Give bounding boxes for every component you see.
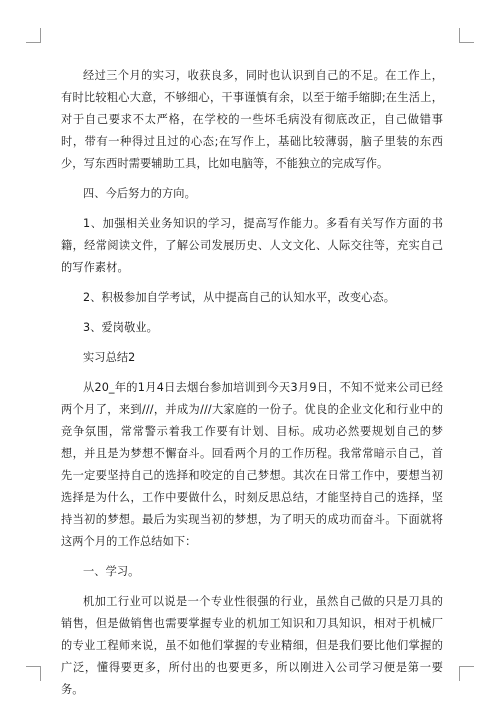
crop-mark-top-left [26,28,41,43]
heading-future-direction: 四、今后努力的方向。 [83,187,196,200]
paragraph-two-months: 从20_年的1月4日去烟台参加培训到今天3月9日，不知不觉来公司已经两个月了，来到///，并成为///大家庭的一份子。优良的企业文化和行业中的竞争氛围，常常警示着我工作要有计划、目标。成功必然要规划自己的梦想，并且是为梦想不懈奋斗。回看两个月的工作历程。我常常暗示自己，首先一定要坚持自己的选择和咬定的自己梦想。其次在日常工作中，要想当初选择是为什么，工作中要做什么，时刻反思总结，才能坚持自己的选择，坚持当初的梦想。最后为实现当初的梦想，为了明天的成功而奋斗。下面就将这两个月的工作总结如下： [61,381,443,548]
crop-mark-top-right [459,28,474,43]
section-title-summary-2: 实习总结2 [83,351,136,364]
paragraph-item-3: 3、爱岗敬业。 [83,321,158,334]
paragraph-item-2: 2、积极参加自学考试，从中提高自己的认知水平，改变心态。 [83,291,395,304]
crop-mark-bottom-right [459,666,474,681]
crop-mark-bottom-left [26,666,41,681]
heading-study: 一、学习。 [83,565,140,578]
paragraph-shortcomings: 经过三个月的实习，收获良多，同时也认识到自己的不足。在工作上，有时比较粗心大意，不够细心，干事谨慎有余，以至于缩手缩脚;在生活上，对于自己要求不太严格，在学校的一些坏毛病没有彻底改正，自己做错事时，带有一种得过且过的心态;在写作上，基础比较薄弱，脑子里装的东西少，写东西时需要辅助工具，比如电脑等，不能独立的完成写作。 [61,69,443,170]
paragraph-item-1: 1、加强相关业务知识的学习，提高写作能力。多看有关写作方面的书籍，经常阅读文件，了解公司发展历史、人文文化、人际交往等，充实自己的写作素材。 [61,217,443,274]
paragraph-machining-industry: 机加工行业可以说是一个专业性很强的行业，虽然自己做的只是刀具的销售，但是做销售也需要掌握专业的机加工知识和刀具知识，相对于机械厂的专业工程师来说，虽不如他们掌握的专业精细，但是我们要比他们掌握的广泛，懂得要更多，所付出的也要更多，所以刚进入公司学习便是第一要务。 [61,595,443,696]
document-body [61,65,443,709]
